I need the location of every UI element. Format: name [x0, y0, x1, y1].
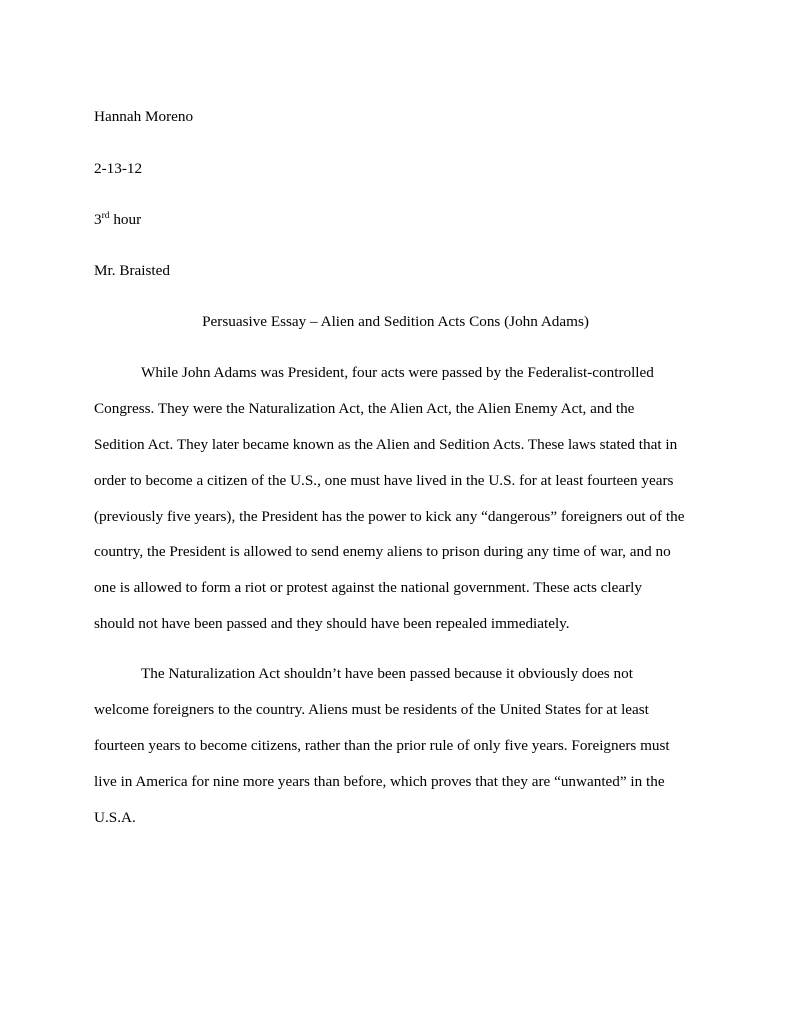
paragraph-1: [94, 363, 709, 650]
paragraph-line: Sedition Act. They later became known as the Alien and Sedition Acts. These laws stated that in: [94, 435, 678, 453]
essay-title: Persuasive Essay – Alien and Sedition Acts Cons (John Adams): [202, 313, 589, 330]
paragraph-line: (previously five years), the President has the power to kick any “dangerous” foreigners out of the: [94, 507, 685, 525]
paragraph-2: [94, 664, 709, 843]
paragraph-line: country, the President is allowed to send enemy aliens to prison during any time of war, and no: [94, 543, 671, 561]
paragraph-line: While John Adams was President, four acts were passed by the Federalist-controlled: [141, 364, 654, 381]
paragraph-line: fourteen years to become citizens, rather than the prior rule of only five years. Foreigners must: [94, 736, 670, 754]
paragraph-line: welcome foreigners to the country. Aliens must be residents of the United States for at least: [94, 700, 649, 718]
paragraph-line: order to become a citizen of the U.S., one must have lived in the U.S. for at least fourteen years: [94, 471, 674, 489]
teacher-name: Mr. Braisted: [94, 262, 170, 279]
class-period: [94, 210, 141, 230]
class-period-suffix: rd: [101, 211, 110, 221]
paragraph-line: should not have been passed and they should have been repealed immediately.: [94, 615, 570, 633]
class-period-word: hour: [109, 211, 142, 228]
class-period-number: 3: [94, 211, 102, 228]
paragraph-line: Congress. They were the Naturalization Act, the Alien Act, the Alien Enemy Act, and the: [94, 399, 635, 417]
paragraph-line: The Naturalization Act shouldn’t have been passed because it obviously does not: [141, 665, 633, 682]
paragraph-line: U.S.A.: [94, 808, 136, 826]
paragraph-line: one is allowed to form a riot or protest against the national government. These acts clearly: [94, 579, 642, 597]
student-name: Hannah Moreno: [94, 108, 194, 125]
essay-date: 2-13-12: [94, 160, 143, 177]
paragraph-line: live in America for nine more years than before, which proves that they are “unwanted” in the: [94, 772, 665, 790]
